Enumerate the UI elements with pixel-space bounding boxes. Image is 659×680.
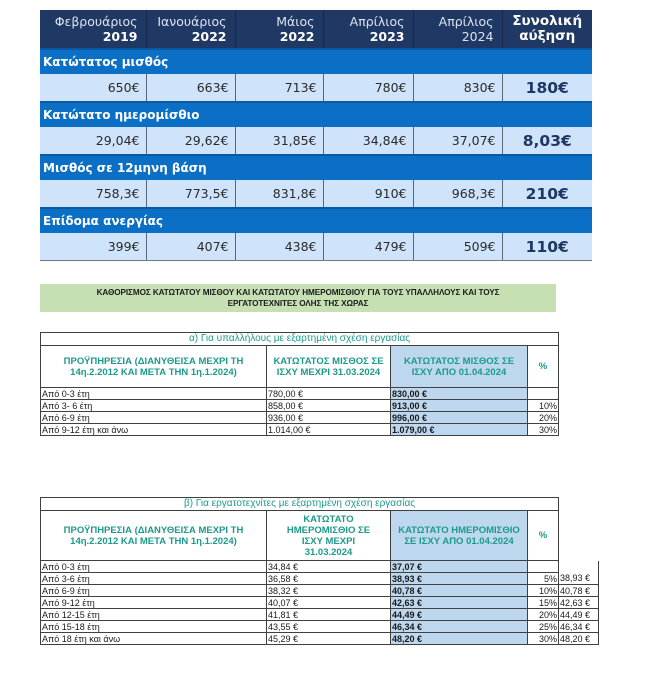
total-increase-cell: 110€ [502, 233, 592, 261]
percent-cell: 20% [528, 412, 559, 424]
old-wage-cell: 41,81 € [267, 609, 391, 621]
total-increase-cell: 180€ [502, 74, 592, 102]
value-cell: 780€ [323, 74, 413, 102]
value-cell: 663€ [146, 74, 235, 102]
table-row [41, 609, 599, 621]
computed-wage-cell: 46,34 € [559, 621, 599, 633]
new-wage-cell: 37,07 € [391, 561, 528, 573]
summary-header-row [40, 10, 592, 49]
percent-cell: 30% [528, 633, 559, 645]
value-cell: 29,62€ [146, 127, 235, 155]
section-row-minimum-daily-wage [40, 102, 592, 127]
seniority-cell: Από 9-12 έτη και άνω [41, 424, 267, 436]
table-row [41, 633, 599, 645]
old-wage-cell: 36,58 € [267, 573, 391, 585]
value-cell: 37,07€ [413, 127, 502, 155]
percent-cell: 25% [528, 621, 559, 633]
new-salary-cell: 830,00 € [391, 388, 528, 400]
percent-cell: 5% [528, 573, 559, 585]
new-wage-cell: 38,93 € [391, 573, 528, 585]
summary-col-header: Ιανουάριος 2022 [146, 10, 235, 49]
table-row [41, 424, 559, 436]
old-wage-cell: 45,29 € [267, 633, 391, 645]
seniority-cell: Από 15-18 έτη [41, 621, 267, 633]
summary-total-header: Συνολική αύξηση [502, 10, 592, 49]
computed-wage-cell [559, 561, 599, 573]
section-label: Κατώτατο ημερομίσθιο [40, 102, 592, 127]
table-title: α) Για υπαλλήλους με εξαρτημένη σχέση εργασίας [41, 333, 559, 346]
new-salary-cell: 1.079,00 € [391, 424, 528, 436]
values-row-unemployment-benefit [40, 233, 592, 261]
table-row [41, 561, 599, 573]
seniority-cell: Από 0-3 έτη [41, 388, 267, 400]
computed-wage-cell: 38,93 € [559, 573, 599, 585]
total-increase-cell: 8,03€ [502, 127, 592, 155]
old-salary-cell: 858,00 € [267, 400, 391, 412]
percent-cell: 20% [528, 609, 559, 621]
value-cell: 910€ [323, 180, 413, 208]
value-cell: 509€ [413, 233, 502, 261]
new-wage-cell: 46,34 € [391, 621, 528, 633]
document-heading-banner [40, 284, 556, 312]
header-old-salary: ΚΑΤΩΤΑΤΟΣ ΜΙΣΘΟΣ ΣΕ ΙΣΧΥ ΜΕΧΡΙ 31.03.2024 [267, 346, 391, 388]
seniority-cell: Από 3- 6 έτη [41, 400, 267, 412]
values-row-minimum-salary [40, 74, 592, 102]
table-row [41, 412, 559, 424]
section-row-minimum-salary [40, 49, 592, 74]
workers-daily-wage-table [40, 497, 599, 645]
header-seniority: ΠΡΟΫΠΗΡΕΣΙΑ (ΔΙΑΝΥΘΕΙΣΑ ΜΕΧΡΙ ΤΗ 14η.2.2012 ΚΑΙ ΜΕΤΑ ΤΗΝ 1η.1.2024) [41, 511, 267, 561]
total-increase-cell: 210€ [502, 180, 592, 208]
seniority-cell: Από 18 έτη και άνω [41, 633, 267, 645]
old-salary-cell: 936,00 € [267, 412, 391, 424]
percent-cell [528, 388, 559, 400]
value-cell: 438€ [235, 233, 323, 261]
old-wage-cell: 43,55 € [267, 621, 391, 633]
value-cell: 713€ [235, 74, 323, 102]
new-wage-cell: 48,20 € [391, 633, 528, 645]
value-cell: 758,3€ [40, 180, 146, 208]
seniority-cell: Από 12-15 έτη [41, 609, 267, 621]
empty-cell [559, 498, 599, 511]
empty-cell [559, 511, 599, 561]
value-cell: 29,04€ [40, 127, 146, 155]
section-label: Επίδομα ανεργίας [40, 208, 592, 233]
value-cell: 399€ [40, 233, 146, 261]
table-header-row [41, 346, 559, 388]
new-wage-cell: 44,49 € [391, 609, 528, 621]
seniority-cell: Από 9-12 έτη [41, 597, 267, 609]
value-cell: 830€ [413, 74, 502, 102]
table-row [41, 400, 559, 412]
value-cell: 31,85€ [235, 127, 323, 155]
section-row-unemployment-benefit [40, 208, 592, 233]
summary-col-header: Μάιος 2022 [235, 10, 323, 49]
table-row [41, 388, 559, 400]
header-percent: % [528, 511, 559, 561]
summary-col-header: Απρίλιος 2023 [323, 10, 413, 49]
table-title-row [41, 498, 599, 511]
value-cell: 407€ [146, 233, 235, 261]
banner-text: ΚΑΘΟΡΙΣΜΟΣ ΚΑΤΩΤΑΤΟΥ ΜΙΣΘΟΥ ΚΑΙ ΚΑΤΩΤΑΤΟΥ ΗΜΕΡΟΜΙΣΘΙΟΥ ΓΙΑ ΤΟΥΣ ΥΠΑΛΛΗΛΟΥΣ ΚΑΙ ΤΟΥΣ ΕΡΓΑΤΟΤΕΧΝΙΤΕΣ ΟΛΗΣ ΤΗΣ ΧΩΡΑΣ [96, 288, 500, 308]
employees-salary-table [40, 332, 559, 436]
table-title: β) Για εργατοτεχνίτες με εξαρτημένη σχέση εργασίας [41, 498, 559, 511]
values-row-annualized-salary [40, 180, 592, 208]
value-cell: 650€ [40, 74, 146, 102]
section-row-annualized-salary [40, 155, 592, 180]
old-wage-cell: 38,32 € [267, 585, 391, 597]
seniority-cell: Από 6-9 έτη [41, 585, 267, 597]
values-row-minimum-daily-wage [40, 127, 592, 155]
computed-wage-cell: 48,20 € [559, 633, 599, 645]
table-row [41, 573, 599, 585]
table-header-row [41, 511, 599, 561]
new-wage-cell: 40,78 € [391, 585, 528, 597]
old-wage-cell: 34,84 € [267, 561, 391, 573]
header-seniority: ΠΡΟΫΠΗΡΕΣΙΑ (ΔΙΑΝΥΘΕΙΣΑ ΜΕΧΡΙ ΤΗ 14η.2.2012 ΚΑΙ ΜΕΤΑ ΤΗΝ 1η.1.2024) [41, 346, 267, 388]
table-row [41, 585, 599, 597]
computed-wage-cell: 44,49 € [559, 609, 599, 621]
old-wage-cell: 40,07 € [267, 597, 391, 609]
new-salary-cell: 996,00 € [391, 412, 528, 424]
percent-cell: 10% [528, 585, 559, 597]
percent-cell [528, 561, 559, 573]
table-title-row [41, 333, 559, 346]
value-cell: 479€ [323, 233, 413, 261]
header-percent: % [528, 346, 559, 388]
new-salary-cell: 913,00 € [391, 400, 528, 412]
seniority-cell: Από 6-9 έτη [41, 412, 267, 424]
computed-wage-cell: 40,78 € [559, 585, 599, 597]
minimum-wage-summary-table [40, 10, 592, 261]
new-wage-cell: 42,63 € [391, 597, 528, 609]
value-cell: 968,3€ [413, 180, 502, 208]
table-row [41, 621, 599, 633]
table-row [41, 597, 599, 609]
old-salary-cell: 1.014,00 € [267, 424, 391, 436]
value-cell: 831,8€ [235, 180, 323, 208]
section-label: Κατώτατος μισθός [40, 49, 592, 74]
summary-col-header: Φεβρουάριος 2019 [40, 10, 146, 49]
summary-col-header: Απρίλιος 2024 [413, 10, 502, 49]
percent-cell: 30% [528, 424, 559, 436]
header-new-daily-wage: ΚΑΤΩΤΑΤΟ ΗΜΕΡΟΜΙΣΘΙΟ ΣΕ ΙΣΧΥ ΑΠΟ 01.04.2024 [391, 511, 528, 561]
seniority-cell: Από 3-6 έτη [41, 573, 267, 585]
old-salary-cell: 780,00 € [267, 388, 391, 400]
value-cell: 34,84€ [323, 127, 413, 155]
header-old-daily-wage: ΚΑΤΩΤΑΤΟ ΗΜΕΡΟΜΙΣΘΙΟ ΣΕ ΙΣΧΥ ΜΕΧΡΙ 31.03.2024 [267, 511, 391, 561]
header-new-salary: ΚΑΤΩΤΑΤΟΣ ΜΙΣΘΟΣ ΣΕ ΙΣΧΥ ΑΠΟ 01.04.2024 [391, 346, 528, 388]
percent-cell: 10% [528, 400, 559, 412]
computed-wage-cell: 42,63 € [559, 597, 599, 609]
value-cell: 773,5€ [146, 180, 235, 208]
seniority-cell: Από 0-3 έτη [41, 561, 267, 573]
percent-cell: 15% [528, 597, 559, 609]
section-label: Μισθός σε 12μηνη βάση [40, 155, 592, 180]
